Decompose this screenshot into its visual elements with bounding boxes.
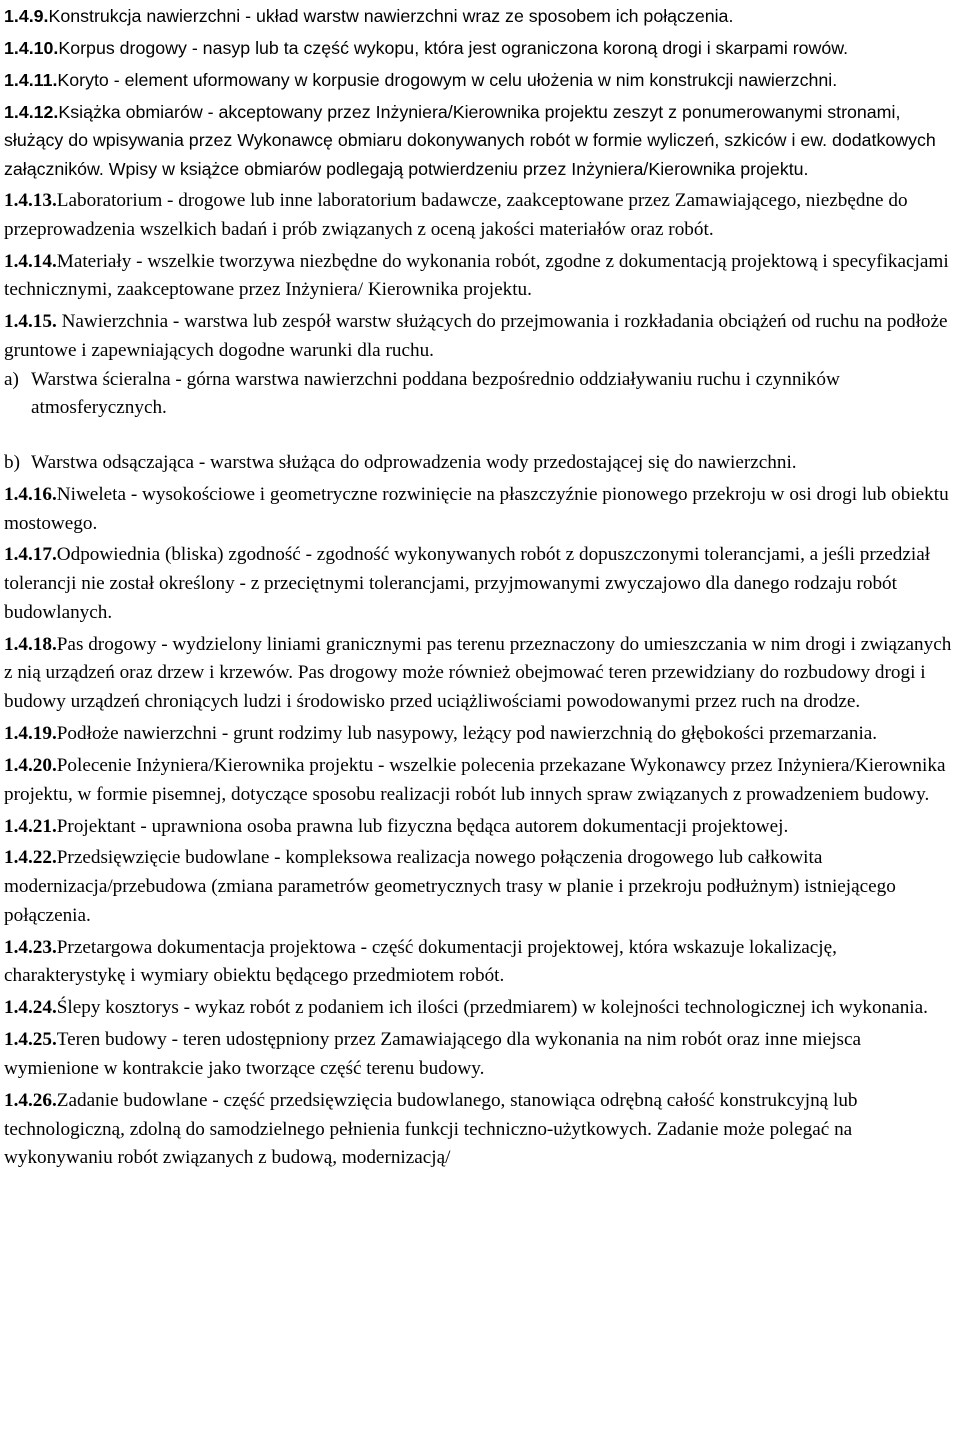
definition-number: 1.4.21. <box>4 815 57 837</box>
definition-1-4-15 <box>4 308 958 365</box>
definition-text: Przedsięwzięcie budowlane - kompleksowa realizacja nowego połączenia drogowego lub całkowita modernizacja/przebudowa (zmiana parametrów geometrycznych trasy w planie i przekroju podłużnym) istniejącego połączenia. <box>4 847 896 926</box>
definition-text: Pas drogowy - wydzielony liniami granicznymi pas terenu przeznaczony do umieszczania w nim drogi i związanych z nią urządzeń oraz drzew i krzewów. Pas drogowy może również obejmować teren przewidziany do rozbudowy drogi i budowy urządzeń chroniących ludzi i środowisko przed uciążliwościami powodowanymi przez ruch na drodze. <box>4 633 952 713</box>
sub-item-text: Warstwa ścieralna - górna warstwa nawierzchni poddana bezpośrednio oddziaływaniu ruchu i czynników atmosferycznych. <box>31 368 840 419</box>
definition-1-4-16 <box>4 481 958 538</box>
definition-1-4-23 <box>4 934 958 991</box>
definition-text: Przetargowa dokumentacja projektowa - część dokumentacji projektowej, która wskazuje lokalizację, charakterystykę i wymiary obiektu będącego przedmiotem robót. <box>4 936 837 987</box>
definition-1-4-12 <box>4 98 958 184</box>
definition-1-4-24 <box>4 994 958 1023</box>
definition-number: 1.4.11. <box>4 69 58 90</box>
sub-item-a <box>4 366 958 423</box>
definition-text: Materiały - wszelkie tworzywa niezbędne do wykonania robót, zgodne z dokumentacją projektową i specyfikacjami technicznymi, zaakceptowane przez Inżyniera/ Kierownika projektu. <box>4 250 949 301</box>
definition-1-4-9 <box>4 2 958 31</box>
definition-number: 1.4.12. <box>4 101 59 122</box>
definition-text: Polecenie Inżyniera/Kierownika projektu - wszelkie polecenia przekazane Wykonawcy przez Inżyniera/Kierownika projektu, w formie pisemnej, dotyczące sposobu realizacji robót lub innych spraw związanych z prowadzeniem budowy. <box>4 754 946 805</box>
definition-1-4-11 <box>4 66 958 95</box>
definition-1-4-13 <box>4 187 958 244</box>
definition-1-4-25 <box>4 1026 958 1083</box>
definition-1-4-17 <box>4 541 958 627</box>
definition-1-4-14 <box>4 248 958 305</box>
definition-number: 1.4.23. <box>4 936 57 958</box>
definition-number: 1.4.22. <box>4 847 57 869</box>
definition-text: Podłoże nawierzchni - grunt rodzimy lub nasypowy, leżący pod nawierzchnią do głębokości przemarzania. <box>56 723 878 745</box>
definition-text: Laboratorium - drogowe lub inne laboratorium badawcze, zaakceptowane przez Zamawiającego, niezbędne do przeprowadzenia wszelkich badań i prób związanych z oceną jakości materiałów oraz robót. <box>4 189 908 240</box>
definition-number: 1.4.10. <box>4 37 59 58</box>
definition-number: 1.4.19. <box>4 723 57 745</box>
definition-text: Koryto - element uformowany w korpusie drogowym w celu ułożenia w nim konstrukcji nawierzchni. <box>57 69 838 90</box>
definition-number: 1.4.20. <box>4 754 57 776</box>
spacer <box>4 423 958 449</box>
definition-number: 1.4.24. <box>4 997 57 1019</box>
definition-1-4-21 <box>4 813 958 842</box>
definition-number: 1.4.15. <box>4 311 57 333</box>
definition-text: Niweleta - wysokościowe i geometryczne rozwinięcie na płaszczyźnie pionowego przekroju w osi drogi lub obiektu mostowego. <box>4 483 949 534</box>
definition-text: Projektant - uprawniona osoba prawna lub fizyczna będąca autorem dokumentacji projektowej. <box>56 815 789 837</box>
definition-text: Teren budowy - teren udostępniony przez Zamawiającego dla wykonania na nim robót oraz inne miejsca wymienione w kontrakcie jako tworzące część terenu budowy. <box>4 1029 862 1079</box>
definition-number: 1.4.18. <box>4 633 57 655</box>
definition-1-4-19 <box>4 720 958 749</box>
definition-text: Odpowiednia (bliska) zgodność - zgodność wykonywanych robót z dopuszczonymi tolerancjami, a jeśli przedział tolerancji nie został określony - z przeciętnymi tolerancjami, przyjmowanymi zwyczajowo dla danego rodzaju robót budowlanych. <box>4 544 931 623</box>
definition-text: Nawierzchnia - warstwa lub zespół warstw służących do przejmowania i rozkładania obciążeń od ruchu na podłoże gruntowe i zapewniających dogodne warunki dla ruchu. <box>4 311 948 361</box>
document-page <box>4 2 958 1176</box>
definition-text: Konstrukcja nawierzchni - układ warstw nawierzchni wraz ze sposobem ich połączenia. <box>48 6 734 26</box>
definition-number: 1.4.17. <box>4 544 57 566</box>
sub-item-b <box>4 449 958 478</box>
definition-number: 1.4.13. <box>4 189 57 211</box>
definition-1-4-20 <box>4 752 958 809</box>
definition-number: 1.4.25. <box>4 1029 57 1051</box>
definition-number: 1.4.16. <box>4 483 57 505</box>
definition-1-4-18 <box>4 631 958 717</box>
sub-item-text: Warstwa odsączająca - warstwa służąca do odprowadzenia wody przedostającej się do nawierzchni. <box>31 451 797 473</box>
sub-item-marker: a) <box>4 368 19 390</box>
definition-number: 1.4.26. <box>4 1089 57 1111</box>
sub-item-marker: b) <box>4 451 20 473</box>
definition-text: Ślepy kosztorys - wykaz robót z podaniem ich ilości (przedmiarem) w kolejności technologicznej ich wykonania. <box>56 997 928 1019</box>
definition-text: Książka obmiarów - akceptowany przez Inżyniera/Kierownika projektu zeszyt z ponumerowanymi stronami, służący do wpisywania przez Wykonawcę obmiaru dokonywanych robót w formie wyliczeń, szkiców i ew. dodatkowych załączników. Wpisy w książce obmiarów podlegają potwierdzeniu przez Inżyniera/Kierownika projektu. <box>4 101 936 180</box>
definition-text: Korpus drogowy - nasyp lub ta część wykopu, która jest ograniczona koroną drogi i skarpami rowów. <box>58 37 849 58</box>
definition-text: Zadanie budowlane - część przedsięwzięcia budowlanego, stanowiąca odrębną całość konstrukcyjną lub technologiczną, zdolną do samodzielnego pełnienia funkcji techniczno-użytkowych. Zadanie może polegać na wykonywaniu robót związanych z budową, modernizacją/ <box>4 1089 858 1169</box>
definition-number: 1.4.14. <box>4 250 57 272</box>
definition-1-4-10 <box>4 34 958 63</box>
definition-1-4-26 <box>4 1087 958 1173</box>
definition-number: 1.4.9. <box>4 6 49 26</box>
definition-1-4-22 <box>4 844 958 930</box>
